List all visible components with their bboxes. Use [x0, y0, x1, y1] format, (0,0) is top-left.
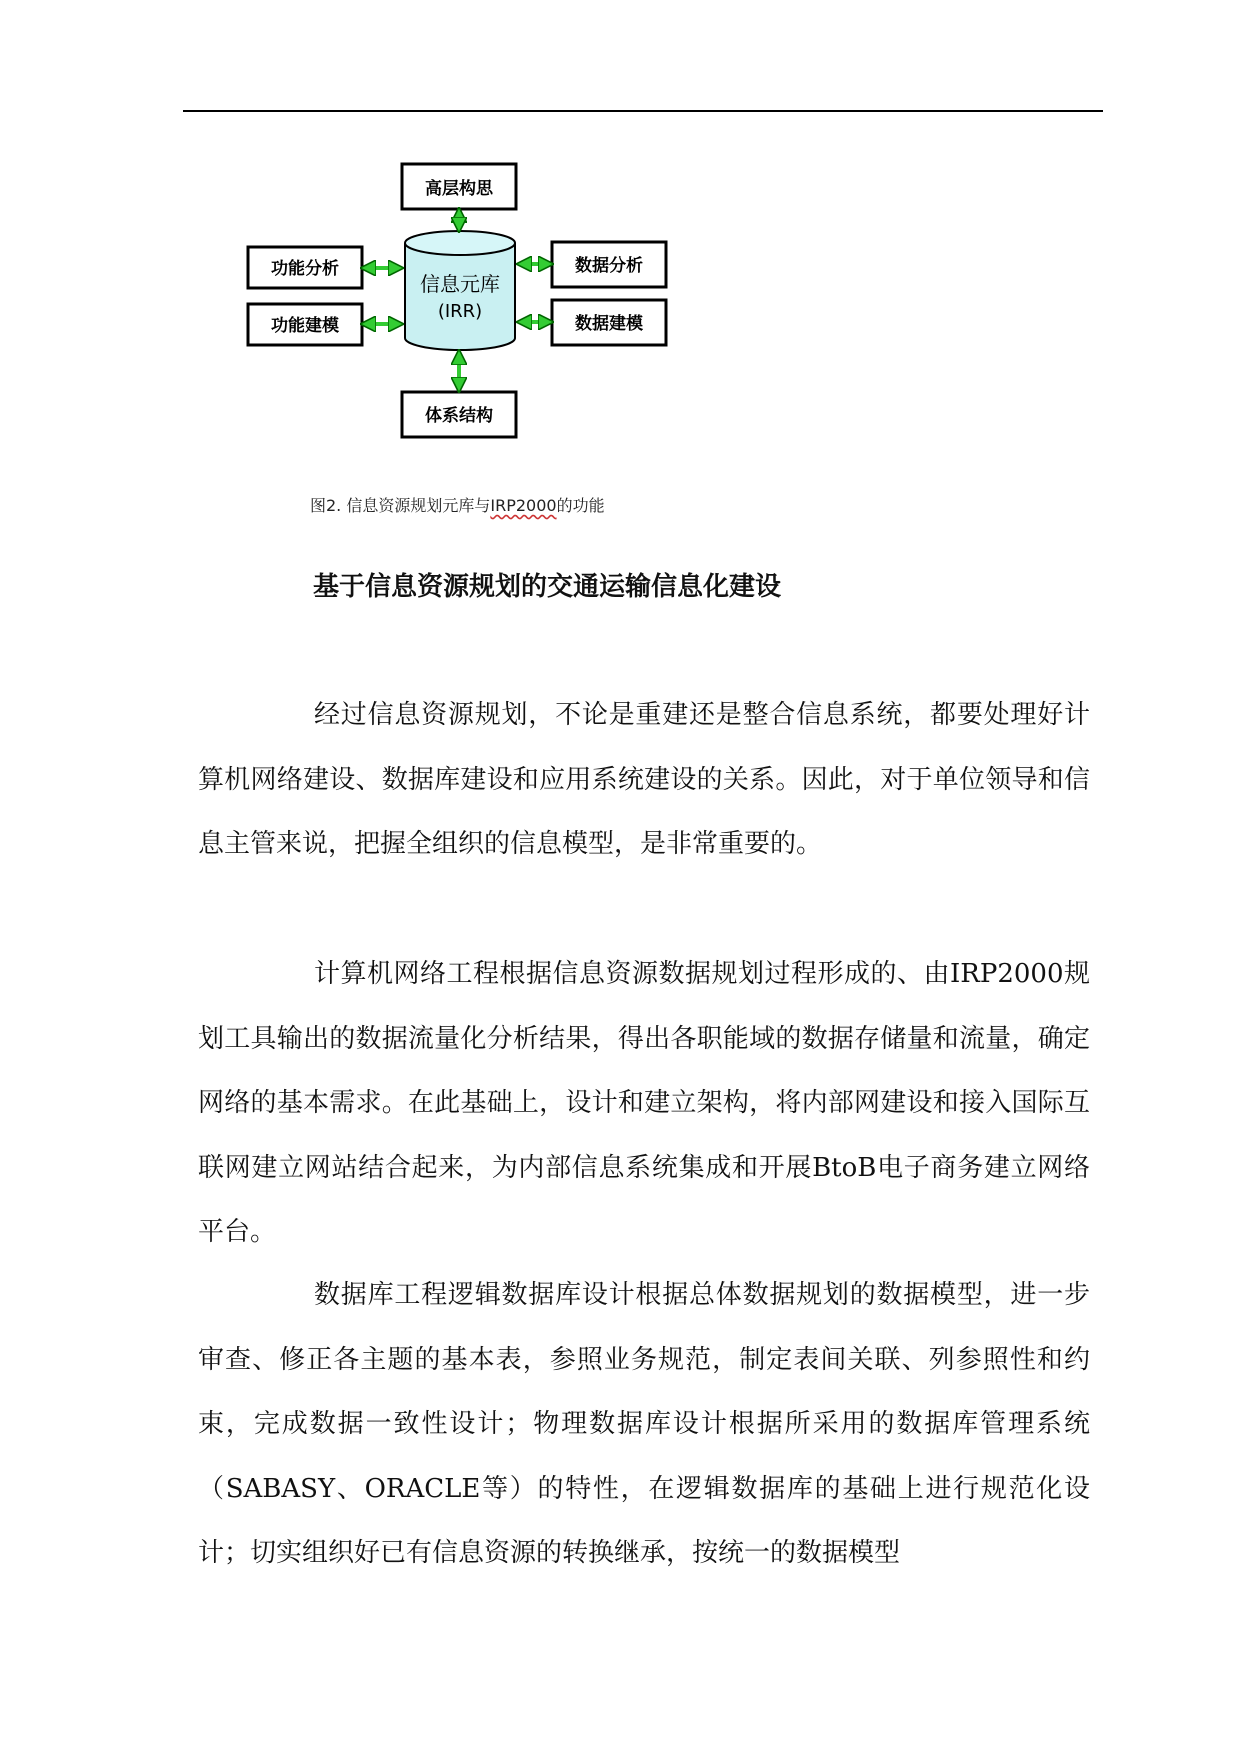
bottom-box-label: 体系结构	[425, 406, 493, 426]
caption-suffix: 的功能	[556, 496, 605, 515]
caption-product: IRP2000	[490, 496, 557, 515]
left-top-box	[248, 247, 362, 288]
header-rule	[183, 110, 1103, 112]
caption-prefix: 图2. 信息资源规划元库与	[310, 496, 491, 515]
left-bottom-box-label: 功能建模	[271, 316, 339, 336]
right-top-box-label: 数据分析	[575, 256, 643, 276]
body-paragraph-2-container	[198, 942, 1090, 1265]
left-bottom-box	[248, 304, 362, 345]
top-box	[402, 164, 516, 209]
bottom-box	[402, 392, 516, 437]
body-paragraph: 计算机网络工程根据信息资源数据规划过程形成的、由IRP2000规划工具输出的数据流量化分析结果，得出各职能域的数据存储量和流量，确定网络的基本需求。在此基础上，设计和建立架构，将内部网建设和接入国际互联网建立网站结合起来，为内部信息系统集成和开展BtoB电子商务建立网络平台。	[198, 959, 1090, 1247]
irr-function-diagram	[240, 158, 690, 448]
body-paragraph: 数据库工程逻辑数据库设计根据总体数据规划的数据模型，进一步审查、修正各主题的基本表，参照业务规范，制定表间关联、列参照性和约束，完成数据一致性设计；物理数据库设计根据所采用的数据库管理系统（SABASY、ORACLE等）的特性，在逻辑数据库的基础上进行规范化设计；切实组织好已有信息资源的转换继承，按统一的数据模型	[198, 1280, 1090, 1568]
top-box-label: 高层构思	[425, 179, 493, 199]
cylinder-label-line2: (IRR)	[437, 301, 483, 322]
cylinder-label-line1: 信息元库	[420, 272, 500, 296]
right-bottom-box	[552, 300, 666, 345]
body-paragraph: 经过信息资源规划，不论是重建还是整合信息系统，都要处理好计算机网络建设、数据库建设和应用系统建设的关系。因此，对于单位领导和信息主管来说，把握全组织的信息模型，是非常重要的。	[198, 700, 1090, 859]
document-title: 基于信息资源规划的交通运输信息化建设	[313, 572, 782, 602]
body-paragraph-1-container	[198, 683, 1090, 877]
left-top-box-label: 功能分析	[271, 259, 339, 279]
irr-cylinder	[405, 231, 515, 350]
body-paragraph-3-container	[198, 1263, 1090, 1586]
figure-caption	[310, 493, 605, 516]
right-top-box	[552, 242, 666, 287]
right-bottom-box-label: 数据建模	[575, 314, 643, 334]
